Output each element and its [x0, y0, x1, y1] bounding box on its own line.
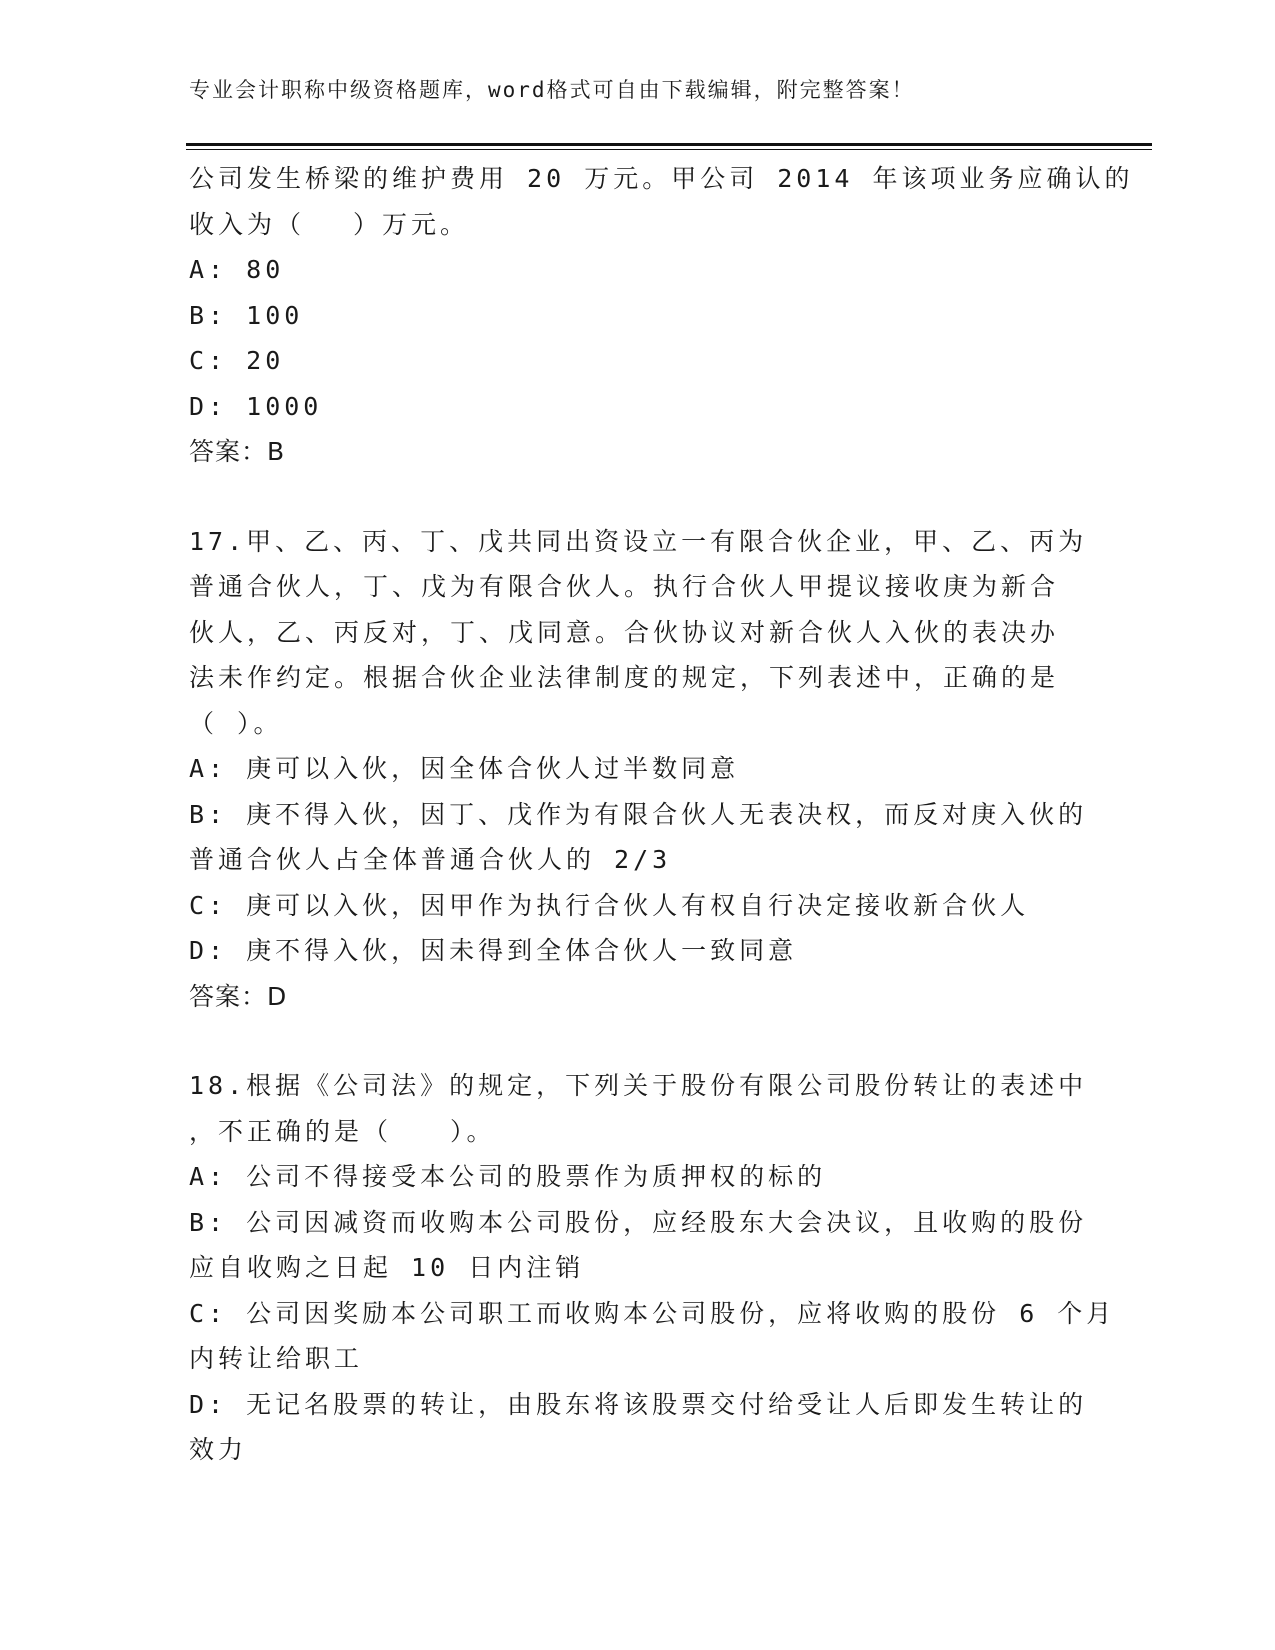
- question-stem-line: 法未作约定。根据合伙企业法律制度的规定，下列表述中，正确的是: [189, 663, 1060, 692]
- option-d: D: 1000: [189, 391, 323, 421]
- question-stem-line: ，不正确的是（ ）。: [189, 1116, 496, 1146]
- question-stem-line: 公司发生桥梁的维护费用 20 万元。甲公司 2014 年该项业务应确认的: [189, 164, 1134, 193]
- question-16: [189, 156, 1134, 475]
- option-b: B: 庚不得入伙，因丁、戊作为有限合伙人无表决权，而反对庚入伙的: [189, 799, 1088, 829]
- answer-line: 答案：B: [189, 437, 286, 466]
- option-a: A: 庚可以入伙，因全体合伙人过半数同意: [189, 754, 740, 783]
- header-rule-thick: [186, 143, 1152, 146]
- question-stem-line: 18.根据《公司法》的规定，下列关于股份有限公司股份转让的表述中: [189, 1071, 1088, 1100]
- option-c: C: 公司因奖励本公司职工而收购本公司股份，应将收购的股份 6 个月: [189, 1298, 1116, 1328]
- question-spacer: [189, 475, 1089, 519]
- option-c: C: 20: [189, 346, 285, 375]
- option-b-continued: 普通合伙人占全体普通合伙人的 2/3: [189, 845, 672, 874]
- answer-line: 答案：D: [189, 981, 288, 1011]
- question-stem-line: 17.甲、乙、丙、丁、戊共同出资设立一有限合伙企业，甲、乙、丙为: [189, 526, 1088, 556]
- page-header: 专业会计职称中级资格题库，word格式可自由下载编辑，附完整答案！: [189, 78, 915, 102]
- option-b-continued: 应自收购之日起 10 日内注销: [189, 1253, 585, 1282]
- option-d: D: 庚不得入伙，因未得到全体合伙人一致同意: [189, 936, 798, 965]
- question-spacer: [189, 1019, 1089, 1063]
- option-d: D: 无记名股票的转让，由股东将该股票交付给受让人后即发生转让的: [189, 1389, 1088, 1419]
- option-d-continued: 效力: [189, 1435, 248, 1464]
- question-18: [189, 1063, 1116, 1473]
- header-rule-thin: [186, 149, 1152, 150]
- option-c: C: 庚可以入伙，因甲作为执行合伙人有权自行决定接收新合伙人: [189, 890, 1030, 920]
- option-b: B: 100: [189, 300, 304, 330]
- option-c-continued: 内转让给职工: [189, 1344, 364, 1373]
- question-17: [189, 519, 1089, 1020]
- document-body: [189, 156, 1134, 1473]
- question-stem-line: 收入为（ ）万元。: [189, 209, 470, 239]
- question-stem-line: 普通合伙人，丁、戊为有限合伙人。执行合伙人甲提议接收庚为新合: [189, 572, 1060, 601]
- question-stem-line: （ ）。: [189, 708, 283, 738]
- option-b: B: 公司因减资而收购本公司股份，应经股东大会决议，且收购的股份: [189, 1207, 1088, 1237]
- option-a: A: 公司不得接受本公司的股票作为质押权的标的: [189, 1162, 827, 1191]
- option-a: A: 80: [189, 255, 285, 284]
- question-stem-line: 伙人，乙、丙反对，丁、戊同意。合伙协议对新合伙人入伙的表决办: [189, 617, 1060, 647]
